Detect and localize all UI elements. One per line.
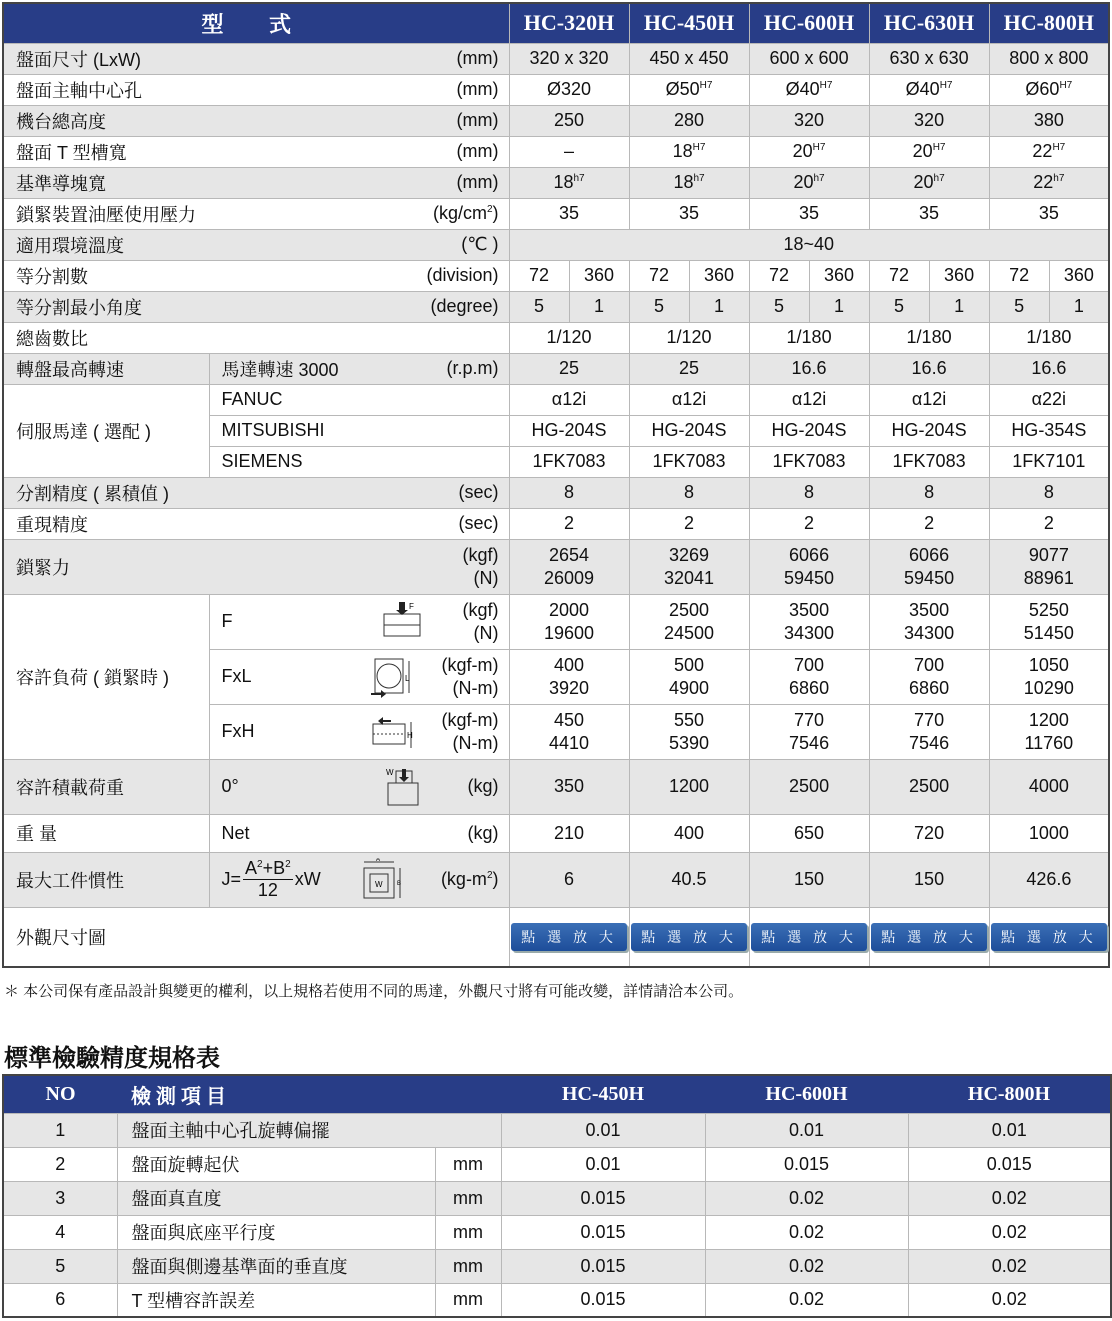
- acc-no: 3: [3, 1181, 117, 1215]
- spec-value: 5250 51450: [989, 594, 1109, 649]
- spec-value: 16.6: [989, 353, 1109, 384]
- outline-cell: [749, 907, 869, 967]
- spec-value: 2000 19600: [509, 594, 629, 649]
- spec-value: 360: [689, 260, 749, 291]
- spec-value: Ø320: [509, 74, 629, 105]
- spec-value: 5: [869, 291, 929, 322]
- spec-value: –: [509, 136, 629, 167]
- spec-value: 3500 34300: [749, 594, 869, 649]
- acc-value: 0.02: [705, 1215, 908, 1249]
- row-sublabel: 0° W (kg): [209, 759, 509, 814]
- enlarge-button[interactable]: 點 選 放 大: [991, 923, 1107, 951]
- spec-value: 450 x 450: [629, 43, 749, 74]
- spec-value: $Ø50^{H7}$: [629, 74, 749, 105]
- spec-value: 2500: [749, 759, 869, 814]
- spec-value: 1FK7083: [869, 446, 989, 477]
- spec-value: 400: [629, 814, 749, 852]
- acc-no: 5: [3, 1249, 117, 1283]
- spec-value: 1050 10290: [989, 649, 1109, 704]
- acc-item: 盤面旋轉起伏: [117, 1147, 435, 1181]
- row-label: 分割精度 ( 累積值 ) (sec): [3, 477, 509, 508]
- spec-value: 320: [749, 105, 869, 136]
- moment-h-diagram-icon: [369, 710, 415, 754]
- row-label: 轉盤最高轉速: [3, 353, 209, 384]
- outline-cell: [989, 907, 1109, 967]
- acc-header-item: 檢 測 項 目: [117, 1075, 501, 1113]
- acc-item: T 型槽容許誤差: [117, 1283, 435, 1317]
- acc-value: 0.02: [705, 1283, 908, 1317]
- spec-value: 320: [869, 105, 989, 136]
- spec-value: α12i: [629, 384, 749, 415]
- header-model: HC-320H: [509, 3, 629, 43]
- footnote: ＊ 本公司保有產品設計與變更的權利，以上規格若使用不同的馬達，外觀尺寸將有可能改變，詳情請洽本公司。: [4, 983, 744, 1000]
- spec-value: HG-204S: [869, 415, 989, 446]
- spec-value: $20^{H7}$: [869, 136, 989, 167]
- spec-value: 720: [869, 814, 989, 852]
- svg-text:F: F: [409, 601, 414, 611]
- acc-item: 盤面與側邊基準面的垂直度: [117, 1249, 435, 1283]
- row-label: 伺服馬達 ( 選配 ): [3, 384, 209, 477]
- spec-value: 450 4410: [509, 704, 629, 759]
- svg-text:L: L: [404, 673, 409, 683]
- spec-value: 72: [509, 260, 569, 291]
- spec-value: 150: [749, 852, 869, 907]
- spec-value: 2: [509, 508, 629, 539]
- acc-value: 0.01: [705, 1113, 908, 1147]
- spec-value: 16.6: [869, 353, 989, 384]
- spec-value: 8: [869, 477, 989, 508]
- row-label: 鎖緊力 (kgf) (N): [3, 539, 509, 594]
- row-label: 機台總高度 (mm): [3, 105, 509, 136]
- svg-text:B: B: [396, 880, 401, 887]
- spec-value: 72: [629, 260, 689, 291]
- spec-value: 210: [509, 814, 629, 852]
- enlarge-button[interactable]: 點 選 放 大: [751, 923, 867, 951]
- header-type: 型 式: [3, 3, 509, 43]
- enlarge-button[interactable]: 點 選 放 大: [511, 923, 627, 951]
- servo-brand: MITSUBISHI: [209, 415, 509, 446]
- row-label: 總齒數比: [3, 322, 509, 353]
- row-label: 盤面 T 型槽寬 (mm): [3, 136, 509, 167]
- row-label: 盤面尺寸 (LxW) (mm): [3, 43, 509, 74]
- spec-value: 400 3920: [509, 649, 629, 704]
- spec-value: 1000: [989, 814, 1109, 852]
- spec-value: HG-354S: [989, 415, 1109, 446]
- row-label: 鎖緊裝置油壓使用壓力 $(kg/cm^2)$: [3, 198, 509, 229]
- spec-value: 9077 88961: [989, 539, 1109, 594]
- spec-value: $22^{H7}$: [989, 136, 1109, 167]
- spec-value: $Ø40^{H7}$: [749, 74, 869, 105]
- spec-value: $Ø60^{H7}$: [989, 74, 1109, 105]
- spec-value: 18~40: [509, 229, 1109, 260]
- spec-value: 1: [689, 291, 749, 322]
- spec-value: $18^{h7}$: [629, 167, 749, 198]
- spec-value: 6: [509, 852, 629, 907]
- spec-value: 1/120: [629, 322, 749, 353]
- spec-value: 5: [989, 291, 1049, 322]
- header-model: HC-600H: [749, 3, 869, 43]
- svg-text:A: A: [375, 857, 380, 863]
- force-diagram-icon: [379, 600, 425, 644]
- servo-brand: SIEMENS: [209, 446, 509, 477]
- acc-value: 0.02: [908, 1249, 1111, 1283]
- spec-value: $20^{h7}$: [749, 167, 869, 198]
- spec-value: 630 x 630: [869, 43, 989, 74]
- spec-value: 360: [569, 260, 629, 291]
- spec-value: HG-204S: [749, 415, 869, 446]
- spec-value: $22^{h7}$: [989, 167, 1109, 198]
- spec-value: 1FK7083: [509, 446, 629, 477]
- acc-value: 0.02: [705, 1181, 908, 1215]
- spec-value: α12i: [749, 384, 869, 415]
- spec-value: 770 7546: [749, 704, 869, 759]
- moment-diagram-icon: [369, 655, 415, 699]
- header-model: HC-800H: [989, 3, 1109, 43]
- spec-value: 8: [749, 477, 869, 508]
- header-model: HC-450H: [629, 3, 749, 43]
- spec-value: α12i: [869, 384, 989, 415]
- spec-value: 1/180: [989, 322, 1109, 353]
- load-type: FxH H (kgf-m) (N-m): [209, 704, 509, 759]
- spec-value: 1FK7083: [749, 446, 869, 477]
- payload-diagram-icon: [382, 765, 428, 809]
- row-label: 等分割最小角度 (degree): [3, 291, 509, 322]
- row-sublabel: Net (kg): [209, 814, 509, 852]
- spec-value: 1/180: [749, 322, 869, 353]
- svg-text:W: W: [385, 767, 394, 777]
- spec-value: 360: [1049, 260, 1109, 291]
- spec-value: α12i: [509, 384, 629, 415]
- spec-value: 1200: [629, 759, 749, 814]
- spec-value: 72: [749, 260, 809, 291]
- spec-value: 320 x 320: [509, 43, 629, 74]
- acc-value: 0.02: [908, 1283, 1111, 1317]
- spec-value: $Ø40^{H7}$: [869, 74, 989, 105]
- spec-value: 35: [629, 198, 749, 229]
- row-label: 基準導塊寬 (mm): [3, 167, 509, 198]
- spec-value: 360: [929, 260, 989, 291]
- spec-value: 72: [869, 260, 929, 291]
- outline-cell: [509, 907, 629, 967]
- spec-value: 600 x 600: [749, 43, 869, 74]
- spec-value: 3500 34300: [869, 594, 989, 649]
- spec-value: 4000: [989, 759, 1109, 814]
- row-label: 重現精度 (sec): [3, 508, 509, 539]
- acc-value: 0.02: [908, 1215, 1111, 1249]
- acc-unit: mm: [435, 1147, 501, 1181]
- spec-value: 1/120: [509, 322, 629, 353]
- acc-unit: mm: [435, 1283, 501, 1317]
- spec-value: 8: [509, 477, 629, 508]
- outline-cell: [869, 907, 989, 967]
- spec-value: 360: [809, 260, 869, 291]
- acc-unit: mm: [435, 1181, 501, 1215]
- acc-no: 1: [3, 1113, 117, 1147]
- spec-value: 500 4900: [629, 649, 749, 704]
- spec-value: 1: [809, 291, 869, 322]
- acc-no: 6: [3, 1283, 117, 1317]
- spec-value: 1200 11760: [989, 704, 1109, 759]
- acc-header-model: HC-600H: [705, 1075, 908, 1113]
- acc-item: 盤面與底座平行度: [117, 1215, 435, 1249]
- load-type: F F (kgf) (N): [209, 594, 509, 649]
- spec-value: 550 5390: [629, 704, 749, 759]
- spec-value: $20^{H7}$: [749, 136, 869, 167]
- spec-value: 6066 59450: [749, 539, 869, 594]
- spec-value: $18^{h7}$: [509, 167, 629, 198]
- acc-value: 0.015: [501, 1181, 705, 1215]
- spec-value: 25: [629, 353, 749, 384]
- header-model: HC-630H: [869, 3, 989, 43]
- spec-value: 40.5: [629, 852, 749, 907]
- spec-value: 8: [629, 477, 749, 508]
- accuracy-table: [2, 1074, 1112, 1318]
- spec-value: 25: [509, 353, 629, 384]
- acc-unit: mm: [435, 1215, 501, 1249]
- acc-header-model: HC-450H: [501, 1075, 705, 1113]
- spec-value: 1: [929, 291, 989, 322]
- spec-value: 1FK7083: [629, 446, 749, 477]
- spec-value: 250: [509, 105, 629, 136]
- acc-unit: mm: [435, 1249, 501, 1283]
- acc-value: 0.015: [908, 1147, 1111, 1181]
- spec-value: HG-204S: [509, 415, 629, 446]
- outline-cell: [629, 907, 749, 967]
- acc-value: 0.01: [501, 1147, 705, 1181]
- row-sublabel: 馬達轉速 3000 (r.p.m): [209, 353, 509, 384]
- row-label: 最大工件慣性: [3, 852, 209, 907]
- spec-value: $18^{H7}$: [629, 136, 749, 167]
- spec-value: α22i: [989, 384, 1109, 415]
- acc-value: 0.015: [501, 1283, 705, 1317]
- acc-no: 2: [3, 1147, 117, 1181]
- spec-value: 35: [869, 198, 989, 229]
- spec-value: 280: [629, 105, 749, 136]
- acc-header-model: HC-800H: [908, 1075, 1111, 1113]
- acc-value: 0.01: [501, 1113, 705, 1147]
- spec-value: 380: [989, 105, 1109, 136]
- acc-item: 盤面主軸中心孔旋轉偏擺: [117, 1113, 501, 1147]
- inertia-diagram-icon: [358, 858, 404, 902]
- spec-value: 35: [989, 198, 1109, 229]
- row-label: 適用環境溫度 (℃ ): [3, 229, 509, 260]
- spec-value: 35: [749, 198, 869, 229]
- spec-value: 2500 24500: [629, 594, 749, 649]
- spec-value: 2: [869, 508, 989, 539]
- row-label: 容許積載荷重: [3, 759, 209, 814]
- spec-value: 150: [869, 852, 989, 907]
- spec-value: 2654 26009: [509, 539, 629, 594]
- spec-value: 6066 59450: [869, 539, 989, 594]
- spec-value: 1/180: [869, 322, 989, 353]
- acc-value: 0.015: [501, 1249, 705, 1283]
- servo-brand: FANUC: [209, 384, 509, 415]
- acc-value: 0.02: [908, 1181, 1111, 1215]
- spec-value: 700 6860: [869, 649, 989, 704]
- acc-header-no: NO: [3, 1075, 117, 1113]
- spec-value: 3269 32041: [629, 539, 749, 594]
- enlarge-button[interactable]: 點 選 放 大: [631, 923, 747, 951]
- inertia-formula: J= $\frac{A^2+B^2}{12}$ xW W A B $(kg-m^2)$: [209, 852, 509, 907]
- spec-value: 1FK7101: [989, 446, 1109, 477]
- spec-value: 5: [749, 291, 809, 322]
- spec-value: 700 6860: [749, 649, 869, 704]
- spec-value: 1: [1049, 291, 1109, 322]
- load-type: FxL L (kgf-m) (N-m): [209, 649, 509, 704]
- row-label: 等分割數 (division): [3, 260, 509, 291]
- spec-value: HG-204S: [629, 415, 749, 446]
- accuracy-title: 標準檢驗精度規格表: [4, 1045, 220, 1072]
- spec-value: 770 7546: [869, 704, 989, 759]
- spec-value: 8: [989, 477, 1109, 508]
- acc-value: 0.02: [705, 1249, 908, 1283]
- svg-text:H: H: [406, 730, 413, 740]
- spec-value: 35: [509, 198, 629, 229]
- spec-value: 426.6: [989, 852, 1109, 907]
- svg-text:W: W: [374, 879, 383, 889]
- spec-value: 2500: [869, 759, 989, 814]
- spec-value: $20^{h7}$: [869, 167, 989, 198]
- spec-value: 800 x 800: [989, 43, 1109, 74]
- spec-value: 350: [509, 759, 629, 814]
- row-label: 外觀尺寸圖: [3, 907, 509, 967]
- row-label: 容許負荷 ( 鎖緊時 ): [3, 594, 209, 759]
- spec-value: 16.6: [749, 353, 869, 384]
- spec-value: 2: [749, 508, 869, 539]
- spec-value: 2: [989, 508, 1109, 539]
- spec-value: 2: [629, 508, 749, 539]
- acc-value: 0.01: [908, 1113, 1111, 1147]
- enlarge-button[interactable]: 點 選 放 大: [871, 923, 987, 951]
- spec-value: 72: [989, 260, 1049, 291]
- spec-value: 5: [509, 291, 569, 322]
- row-label: 盤面主軸中心孔 (mm): [3, 74, 509, 105]
- acc-value: 0.015: [705, 1147, 908, 1181]
- spec-value: 5: [629, 291, 689, 322]
- acc-item: 盤面真直度: [117, 1181, 435, 1215]
- spec-value: 650: [749, 814, 869, 852]
- acc-no: 4: [3, 1215, 117, 1249]
- acc-value: 0.015: [501, 1215, 705, 1249]
- row-label: 重 量: [3, 814, 209, 852]
- spec-table: [2, 2, 1110, 968]
- spec-value: 1: [569, 291, 629, 322]
